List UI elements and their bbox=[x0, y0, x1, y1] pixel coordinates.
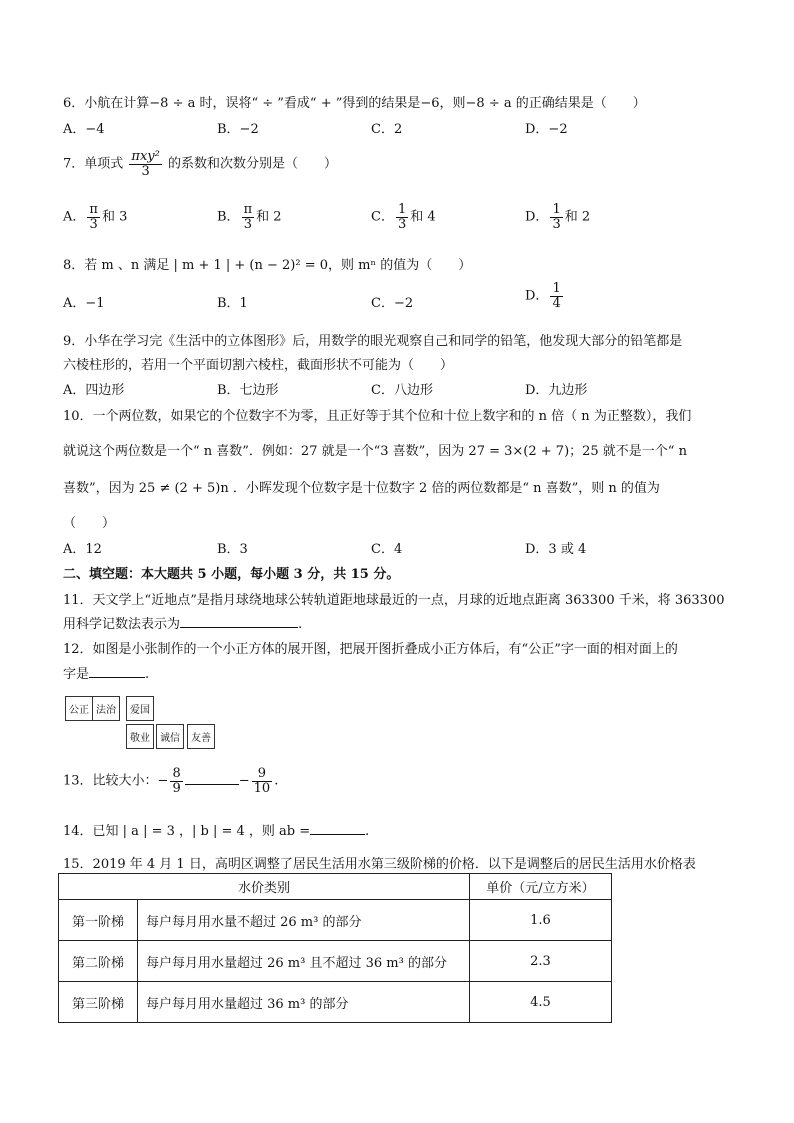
q9-option-b: B．七边形 bbox=[217, 383, 279, 398]
table-row: 第三阶梯 每户每月用水量超过 36 m³ 的部分 4.5 bbox=[59, 982, 612, 1023]
q6-option-c: C．2 bbox=[371, 122, 403, 137]
q10-option-c: C．4 bbox=[371, 542, 403, 557]
q10-option-b: B．3 bbox=[217, 542, 248, 557]
table-header-row bbox=[59, 874, 612, 900]
q14-line: 14．已知 | a | = 3 ，| b | = 4 ，则 ab = . bbox=[63, 824, 370, 839]
q12-answer-blank bbox=[89, 677, 145, 678]
q9-option-d: D．九边形 bbox=[525, 383, 588, 398]
q14-answer-blank bbox=[310, 834, 365, 835]
q9-line2: 六棱柱形的，若用一个平面切割六棱柱，截面形状不可能为（ ） bbox=[63, 358, 454, 373]
q12-line1: 12．如图是小张制作的一个小正方体的展开图，把展开图折叠成小正方体后，有“公正”字一面的相对面上的 bbox=[63, 642, 678, 657]
q12-line2: 字是 . bbox=[63, 667, 150, 682]
q10-line1: 10．一个两位数，如果它的个位数字不为零，且正好等于其个位和十位上数字和的 n 倍（ n 为正整数），我们 bbox=[63, 409, 692, 424]
q15-stem: 15．2019 年 4 月 1 日，高明区调整了居民生活用水第三级阶梯的价格．以下是调整后的居民生活用水价格表 bbox=[63, 857, 696, 872]
q7-option-b: B． $\frac{\pi}{3}$ 和 2 bbox=[217, 202, 282, 232]
q10-line3: 喜数”，因为 25 ≠ (2 + 5)n ．小晖发现个位数字是十位数字 2 倍的两位数都是“ n 喜数”，则 n 的值为 bbox=[63, 481, 660, 496]
q6-option-b: B．−2 bbox=[217, 122, 259, 137]
q6-option-d: D．−2 bbox=[525, 122, 568, 137]
q11-line1: 11．天文学上“近地点”是指月球绕地球公转轨道距地球最近的一点，月球的近地点距离 363300 千米，将 363300 bbox=[63, 593, 725, 608]
net-face-chengxin: 诚信 bbox=[156, 724, 184, 749]
q8-option-a: A．−1 bbox=[63, 296, 105, 311]
net-face-fazhi: 法治 bbox=[92, 696, 120, 721]
net-face-gongzheng: 公正 bbox=[65, 696, 93, 721]
q9-option-c: C．八边形 bbox=[371, 383, 433, 398]
q9-line1: 9．小华在学习完《生活中的立体图形》后，用数学的眼光观察自己和同学的铅笔，他发现大部分的铅笔都是 bbox=[63, 334, 683, 349]
q7-stem bbox=[63, 150, 337, 178]
q6-stem: 6．小航在计算−8 ÷ a 时，误将“ ÷ ”看成“ + ”得到的结果是−6，则−8 ÷ a 的正确结果是（ ） bbox=[63, 96, 646, 111]
net-face-youshan: 友善 bbox=[187, 724, 215, 749]
q10-option-d: D．3 或 4 bbox=[525, 542, 587, 557]
net-face-aiguo: 爱国 bbox=[126, 696, 154, 721]
q7-option-a: A． $\frac{\pi}{3}$ 和 3 bbox=[63, 202, 128, 232]
q9-option-a: A．四边形 bbox=[63, 383, 125, 398]
q6-option-a: A．−4 bbox=[63, 122, 105, 137]
q7-option-c: C． $\frac{1}{3}$ 和 4 bbox=[371, 202, 436, 232]
table-row: 第二阶梯 每户每月用水量超过 26 m³ 且不超过 36 m³ 的部分 2.3 bbox=[59, 941, 612, 982]
header-water-type: 水价类别 bbox=[59, 874, 470, 900]
q10-option-a: A．12 bbox=[63, 542, 102, 557]
table-row: 第一阶梯 每户每月用水量不超过 26 m³ 的部分 1.6 bbox=[59, 900, 612, 941]
q8-option-c: C．−2 bbox=[371, 296, 414, 311]
header-unit-price: 单价（元/立方米） bbox=[470, 874, 612, 900]
q10-line2: 就说这个两位数是一个“ n 喜数”．例如：27 就是一个“3 喜数”，因为 27 = 3×(2 + 7)；25 就不是一个“ n bbox=[63, 444, 687, 459]
q11-answer-blank bbox=[180, 627, 298, 628]
q7-option-d: D． $\frac{1}{3}$ 和 2 bbox=[525, 202, 591, 232]
water-price-table bbox=[58, 873, 612, 1023]
q8-option-b: B．1 bbox=[217, 296, 248, 311]
q7-monomial: $\frac{\text{πxy²}}{3}$ bbox=[131, 149, 160, 179]
q13-answer-blank bbox=[185, 784, 239, 785]
q7-tail: 的系数和次数分别是（ ） bbox=[168, 156, 338, 172]
q10-line4: （ ） bbox=[63, 516, 116, 531]
q8-option-d: D． $\frac{1}{4}$ bbox=[525, 281, 561, 311]
net-face-jingye: 敬业 bbox=[126, 724, 154, 749]
q7-number: 7．单项式 bbox=[63, 156, 124, 172]
section-2-heading: 二、填空题：本大题共 5 小题，每小题 3 分，共 15 分。 bbox=[63, 567, 400, 582]
q8-stem: 8．若 m 、n 满足 | m + 1 | + (n − 2)² = 0，则 mⁿ 的值为（ ） bbox=[63, 258, 472, 273]
q13-line: 13．比较大小：− $\frac{8}{9}$ − $\frac{9}{10}$ . bbox=[63, 766, 279, 796]
q11-line2: 用科学记数法表示为 . bbox=[63, 617, 303, 632]
